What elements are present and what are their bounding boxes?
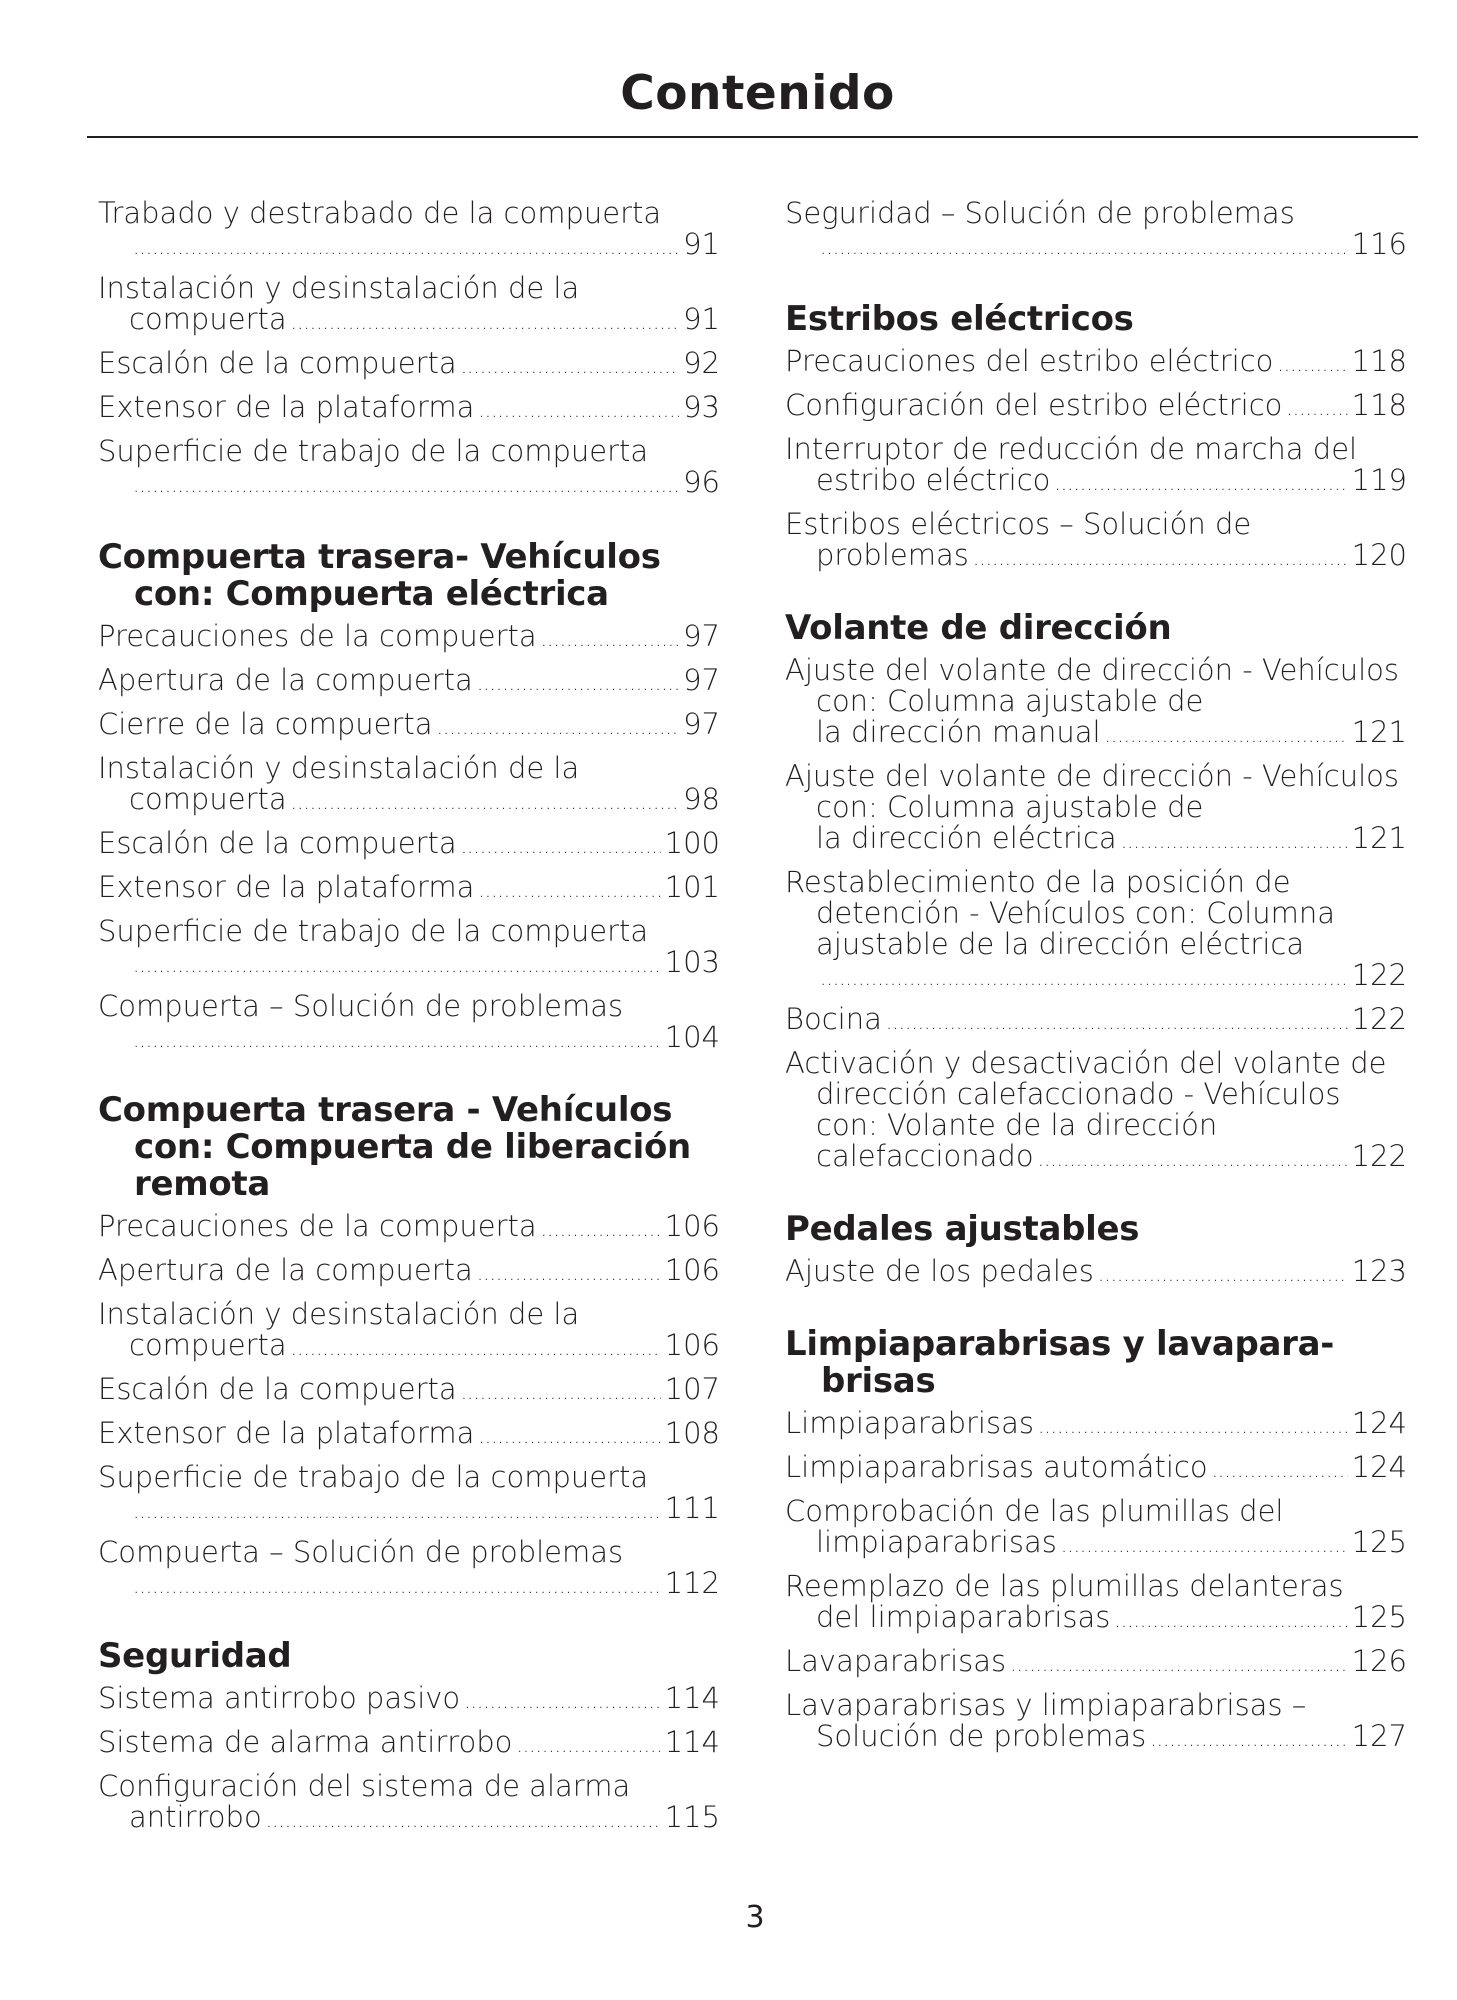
entry-title: Seguridad – Solución de problemas	[785, 196, 1295, 230]
toc-entry[interactable]	[98, 828, 720, 862]
dot-leader	[1121, 826, 1348, 857]
toc-entry[interactable]	[785, 346, 1407, 380]
entry-page-number: 114	[664, 1681, 720, 1715]
entry-page-number: 98	[683, 782, 720, 816]
entry-page-number: 91	[683, 227, 720, 261]
entry-title-end: estribo eléctrico	[816, 463, 1051, 497]
dot-leader	[133, 1571, 661, 1602]
entry-title-end: Sistema de alarma antirrobo	[98, 1725, 513, 1759]
entry-title-end: Escalón de la compuerta	[98, 346, 457, 380]
entry-page-number: 114	[664, 1725, 720, 1759]
entry-page-number: 115	[664, 1800, 720, 1834]
dot-leader	[133, 950, 661, 981]
dot-leader	[266, 1805, 661, 1836]
entry-page-number: 122	[1351, 958, 1407, 992]
toc-entry[interactable]	[98, 348, 720, 382]
entry-title: Superficie de trabajo de la compuerta	[98, 914, 649, 948]
toc-entry[interactable]	[785, 509, 1407, 574]
entry-page-number: 121	[1351, 715, 1407, 749]
entry-title: Ajuste del volante de dirección - Vehículos con: Columna ajustable de	[785, 653, 1400, 718]
entry-page-number: 101	[664, 870, 720, 904]
toc-section	[98, 198, 720, 501]
dot-leader	[886, 1007, 1348, 1038]
dot-leader	[133, 1025, 661, 1056]
dot-leader	[478, 395, 679, 426]
toc-section	[785, 610, 1407, 1175]
entry-title: Reemplazo de las plumillas delanteras	[785, 1569, 1344, 1603]
entry-title-end: Lavaparabrisas	[785, 1644, 1007, 1678]
toc-entry[interactable]	[98, 273, 720, 338]
dot-leader	[1038, 1144, 1348, 1175]
dot-leader	[820, 232, 1348, 263]
entry-title-end: limpiaparabrisas	[816, 1525, 1057, 1559]
entry-title: Instalación y desinstalación de la	[98, 1297, 580, 1331]
toc-entry[interactable]	[98, 709, 720, 743]
entry-title-end: Limpiaparabrisas automático	[785, 1450, 1208, 1484]
toc-entry[interactable]	[98, 1418, 720, 1452]
entry-title-end: Precauciones de la compuerta	[98, 1209, 537, 1243]
toc-entry[interactable]	[785, 1408, 1407, 1442]
dot-leader	[1010, 1649, 1348, 1680]
entry-title-end: Solución de problemas	[816, 1719, 1147, 1753]
entry-page-number: 118	[1351, 388, 1407, 422]
entry-title-end: Precauciones de la compuerta	[98, 619, 537, 653]
entry-title: Instalación y desinstalación de la	[98, 271, 580, 305]
toc-entry[interactable]	[785, 761, 1407, 857]
entry-page-number: 91	[683, 302, 720, 336]
toc-section	[98, 1638, 720, 1836]
entry-title: Superficie de trabajo de la compuerta	[98, 1460, 649, 1494]
toc-section	[785, 198, 1407, 263]
entry-page-number: 104	[664, 1020, 720, 1054]
toc-entry[interactable]	[98, 436, 720, 501]
entry-page-number: 121	[1351, 821, 1407, 855]
dot-leader	[133, 1496, 661, 1527]
dot-leader	[541, 624, 679, 655]
entry-page-number: 124	[1351, 1406, 1407, 1440]
dot-leader	[1277, 349, 1347, 380]
dot-leader	[291, 1333, 661, 1364]
entry-page-number: 122	[1351, 1139, 1407, 1173]
page-number: 3	[745, 1900, 765, 1935]
toc-entry[interactable]	[98, 392, 720, 426]
dot-leader	[1054, 468, 1347, 499]
entry-title-end: problemas	[816, 538, 969, 572]
entry-page-number: 111	[664, 1491, 720, 1525]
toc-entry[interactable]	[98, 1683, 720, 1717]
entry-title-end: Apertura de la compuerta	[98, 1253, 473, 1287]
dot-leader	[133, 470, 679, 501]
dot-leader	[478, 875, 660, 906]
toc-column-left	[98, 198, 720, 1872]
entry-title-end: Cierre de la compuerta	[98, 707, 433, 741]
entry-title: Restablecimiento de la posición de detención - Vehículos con: Columna ajustable de la dirección eléctrica	[785, 865, 1336, 961]
dot-leader	[973, 543, 1348, 574]
entry-page-number: 106	[664, 1209, 720, 1243]
entry-page-number: 106	[664, 1328, 720, 1362]
entry-title: Comprobación de las plumillas del	[785, 1494, 1284, 1528]
section-heading: Compuerta trasera- Vehículos con: Compuerta eléctrica	[98, 537, 661, 614]
dot-leader	[1286, 393, 1347, 424]
entry-title-end: Sistema antirrobo pasivo	[98, 1681, 461, 1715]
entry-page-number: 119	[1351, 463, 1407, 497]
entry-page-number: 97	[683, 619, 720, 653]
entry-title-end: Escalón de la compuerta	[98, 826, 457, 860]
toc-entry[interactable]	[98, 1255, 720, 1289]
toc-entry[interactable]	[98, 1537, 720, 1602]
section-heading: Limpiaparabrisas y lavapara- brisas	[785, 1324, 1335, 1401]
entry-page-number: 112	[664, 1566, 720, 1600]
entry-title-end: calefaccionado	[816, 1139, 1034, 1173]
entry-title-end: Extensor de la plataforma	[98, 870, 475, 904]
entry-title: Estribos eléctricos – Solución de	[785, 507, 1252, 541]
toc-entry[interactable]	[98, 198, 720, 263]
entry-title-end: Ajuste de los pedales	[785, 1254, 1094, 1288]
entry-title: Instalación y desinstalación de la	[98, 751, 580, 785]
toc-entry[interactable]	[785, 1496, 1407, 1561]
entry-page-number: 108	[664, 1416, 720, 1450]
toc-section	[785, 1211, 1407, 1290]
toc-entry[interactable]	[98, 1771, 720, 1836]
entry-page-number: 97	[683, 663, 720, 697]
title-divider	[87, 136, 1418, 138]
entry-page-number: 126	[1351, 1644, 1407, 1678]
dot-leader	[820, 963, 1348, 994]
toc-entry[interactable]	[98, 621, 720, 655]
toc-column-right	[785, 198, 1407, 1791]
entry-title-end: Escalón de la compuerta	[98, 1372, 457, 1406]
toc-entry[interactable]	[785, 198, 1407, 263]
dot-leader	[291, 787, 679, 818]
toc-entry[interactable]	[98, 1727, 720, 1761]
entry-page-number: 124	[1351, 1450, 1407, 1484]
toc-entry[interactable]	[98, 872, 720, 906]
toc-entry[interactable]	[98, 916, 720, 981]
entry-title-end: Limpiaparabrisas	[785, 1406, 1034, 1440]
entry-title-end: antirrobo	[129, 1800, 262, 1834]
entry-title-end: Precauciones del estribo eléctrico	[785, 344, 1274, 378]
toc-section	[785, 1326, 1407, 1755]
toc-entry[interactable]	[785, 390, 1407, 424]
dot-leader	[477, 1258, 661, 1289]
entry-page-number: 100	[664, 826, 720, 860]
entry-page-number: 93	[683, 390, 720, 424]
toc-entry[interactable]	[785, 1256, 1407, 1290]
entry-page-number: 120	[1351, 538, 1407, 572]
entry-page-number: 116	[1351, 227, 1407, 261]
toc-section	[785, 301, 1407, 574]
entry-page-number: 122	[1351, 1002, 1407, 1036]
dot-leader	[1150, 1724, 1347, 1755]
dot-leader	[1038, 1411, 1348, 1442]
toc-entry[interactable]	[785, 655, 1407, 751]
dot-leader	[541, 1214, 661, 1245]
dot-leader	[133, 232, 679, 263]
entry-title-end: la dirección manual	[816, 715, 1101, 749]
toc-entry[interactable]	[785, 1646, 1407, 1680]
entry-title: Activación y desactivación del volante de dirección calefaccionado - Vehículos con: Volante de la dirección	[785, 1046, 1387, 1142]
entry-title-end: compuerta	[129, 782, 287, 816]
entry-page-number: 103	[664, 945, 720, 979]
toc-entry[interactable]	[785, 867, 1407, 994]
entry-title-end: Extensor de la plataforma	[98, 1416, 475, 1450]
toc-entry[interactable]	[785, 1452, 1407, 1486]
entry-title-end: del limpiaparabrisas	[816, 1600, 1111, 1634]
entry-page-number: 92	[683, 346, 720, 380]
entry-page-number: 96	[683, 465, 720, 499]
dot-leader	[437, 712, 680, 743]
toc-entry[interactable]	[785, 434, 1407, 499]
toc-entry[interactable]	[98, 1299, 720, 1364]
entry-page-number: 125	[1351, 1525, 1407, 1559]
entry-title-end: compuerta	[129, 1328, 287, 1362]
dot-leader	[1105, 720, 1348, 751]
dot-leader	[477, 668, 679, 699]
entry-title-end: Bocina	[785, 1002, 882, 1036]
section-heading: Compuerta trasera - Vehículos con: Compuerta de liberación remota	[98, 1090, 691, 1204]
toc-entry[interactable]	[785, 1690, 1407, 1755]
entry-title-end: Configuración del estribo eléctrico	[785, 388, 1283, 422]
dot-leader	[478, 1421, 660, 1452]
dot-leader	[291, 307, 679, 338]
entry-title-end: Extensor de la plataforma	[98, 390, 475, 424]
section-heading: Seguridad	[98, 1636, 292, 1676]
dot-leader	[1098, 1259, 1348, 1290]
toc-section	[98, 1092, 720, 1602]
entry-page-number: 106	[664, 1253, 720, 1287]
dot-leader	[461, 1377, 661, 1408]
toc-entry[interactable]	[785, 1004, 1407, 1038]
entry-title: Compuerta – Solución de problemas	[98, 1535, 624, 1569]
entry-page-number: 123	[1351, 1254, 1407, 1288]
dot-leader	[1114, 1605, 1347, 1636]
entry-page-number: 125	[1351, 1600, 1407, 1634]
toc-entry[interactable]	[98, 753, 720, 818]
dot-leader	[464, 1686, 660, 1717]
entry-page-number: 107	[664, 1372, 720, 1406]
entry-title-end: compuerta	[129, 302, 287, 336]
entry-title: Compuerta – Solución de problemas	[98, 989, 624, 1023]
entry-title: Ajuste del volante de dirección - Vehículos con: Columna ajustable de	[785, 759, 1400, 824]
toc-entry[interactable]	[98, 991, 720, 1056]
toc-entry[interactable]	[98, 1211, 720, 1245]
dot-leader	[1061, 1530, 1348, 1561]
entry-title: Trabado y destrabado de la compuerta	[98, 196, 662, 230]
entry-page-number: 97	[683, 707, 720, 741]
toc-entry[interactable]	[98, 1374, 720, 1408]
entry-title-end: Apertura de la compuerta	[98, 663, 473, 697]
entry-title: Superficie de trabajo de la compuerta	[98, 434, 649, 468]
entry-page-number: 118	[1351, 344, 1407, 378]
entry-title: Interruptor de reducción de marcha del	[785, 432, 1358, 466]
entry-title: Lavaparabrisas y limpiaparabrisas –	[785, 1688, 1307, 1722]
dot-leader	[1212, 1455, 1348, 1486]
section-heading: Volante de dirección	[785, 608, 1172, 648]
dot-leader	[516, 1730, 660, 1761]
page-title: Contenido	[620, 66, 895, 121]
entry-title-end: la dirección eléctrica	[816, 821, 1117, 855]
section-heading: Pedales ajustables	[785, 1209, 1140, 1249]
toc-entry[interactable]	[785, 1571, 1407, 1636]
entry-title: Configuración del sistema de alarma	[98, 1769, 631, 1803]
section-heading: Estribos eléctricos	[785, 299, 1134, 339]
toc-entry[interactable]	[98, 1462, 720, 1527]
dot-leader	[461, 831, 661, 862]
toc-section	[98, 539, 720, 1056]
dot-leader	[461, 351, 679, 382]
entry-page-number: 127	[1351, 1719, 1407, 1753]
toc-entry[interactable]	[98, 665, 720, 699]
toc-entry[interactable]	[785, 1048, 1407, 1175]
